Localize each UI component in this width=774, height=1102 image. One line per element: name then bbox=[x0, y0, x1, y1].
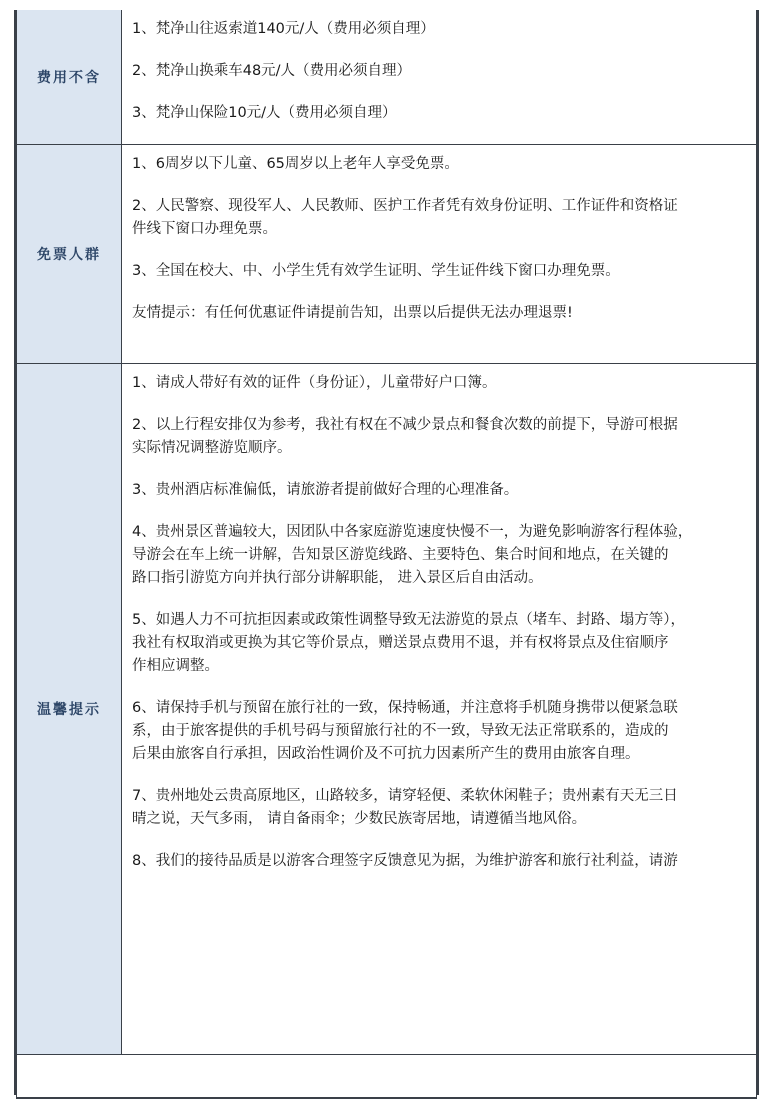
note-line: 5、如遇人力不可抗拒因素或政策性调整导致无法游览的景点（堵车、封路、塌方等）， bbox=[132, 612, 685, 628]
section-label-fees-excluded: 费用不含 bbox=[37, 70, 101, 86]
note-item bbox=[132, 414, 756, 460]
note-line: 后果由旅客自行承担，因政治性调价及不可抗力因素所产生的费用由旅客自理。 bbox=[132, 746, 640, 762]
note-line: 路口指引游览方向并执行部分讲解职能， 进入景区后自由活动。 bbox=[132, 570, 543, 586]
section-label-free-tickets: 免票人群 bbox=[37, 247, 101, 263]
note-line: 3、全国在校大、中、小学生凭有效学生证明、学生证件线下窗口办理免票。 bbox=[132, 263, 620, 279]
note-line: 1、6周岁以下儿童、65周岁以上老年人享受免票。 bbox=[132, 156, 459, 172]
section-label-cell bbox=[17, 145, 122, 364]
section-row-tips bbox=[17, 364, 757, 1055]
note-line: 实际情况调整游览顺序。 bbox=[132, 440, 292, 456]
note-line: 2、梵净山换乘车48元/人（费用必须自理） bbox=[132, 63, 412, 79]
section-content-cell bbox=[122, 10, 757, 145]
section-label-tips: 温馨提示 bbox=[37, 702, 101, 718]
note-line: 6、请保持手机与预留在旅行社的一致，保持畅通，并注意将手机随身携带以便紧急联 bbox=[132, 700, 678, 716]
section-row-fees-excluded bbox=[17, 10, 757, 145]
note-item bbox=[132, 609, 756, 678]
note-line: 2、以上行程安排仅为参考，我社有权在不减少景点和餐食次数的前提下，导游可根据 bbox=[132, 417, 678, 433]
note-item bbox=[132, 18, 756, 41]
section-content-fees-excluded bbox=[122, 10, 756, 131]
note-line: 我社有权取消或更换为其它等价景点，赠送景点费用不退，并有权将景点及住宿顺序 bbox=[132, 635, 669, 651]
section-content-tips bbox=[122, 364, 756, 879]
section-content-cell bbox=[122, 145, 757, 364]
note-item bbox=[132, 153, 756, 176]
note-line: 4、贵州景区普遍较大，因团队中各家庭游览速度快慢不一，为避免影响游客行程体验， bbox=[132, 524, 693, 540]
itinerary-notes-page bbox=[14, 10, 759, 1095]
note-line: 导游会在车上统一讲解，告知景区游览线路、主要特色、集合时间和地点，在关键的 bbox=[132, 547, 669, 563]
section-content-free-tickets bbox=[122, 145, 756, 331]
section-label-cell bbox=[17, 364, 122, 1055]
note-item bbox=[132, 260, 756, 283]
note-line: 1、请成人带好有效的证件（身份证），儿童带好户口簿。 bbox=[132, 375, 497, 391]
note-item bbox=[132, 372, 756, 395]
note-item bbox=[132, 850, 756, 873]
note-item bbox=[132, 302, 756, 325]
note-line: 3、梵净山保险10元/人（费用必须自理） bbox=[132, 105, 397, 121]
note-item bbox=[132, 102, 756, 125]
note-line: 1、梵净山往返索道140元/人（费用必须自理） bbox=[132, 21, 435, 37]
note-item bbox=[132, 195, 756, 241]
note-line: 3、贵州酒店标准偏低，请旅游者提前做好合理的心理准备。 bbox=[132, 482, 519, 498]
note-line: 件线下窗口办理免票。 bbox=[132, 221, 277, 237]
blank-footer-cell bbox=[17, 1055, 757, 1099]
note-line: 2、人民警察、现役军人、人民教师、医护工作者凭有效身份证明、工作证件和资格证 bbox=[132, 198, 678, 214]
note-line: 作相应调整。 bbox=[132, 658, 219, 674]
note-line: 7、贵州地处云贵高原地区，山路较多，请穿轻便、柔软休闲鞋子；贵州素有天无三日 bbox=[132, 788, 678, 804]
note-line: 晴之说，天气多雨， 请自备雨伞；少数民族寄居地，请遵循当地风俗。 bbox=[132, 811, 587, 827]
note-line: 8、我们的接待品质是以游客合理签字反馈意见为据，为维护游客和旅行社利益，请游 bbox=[132, 853, 678, 869]
note-item bbox=[132, 697, 756, 766]
note-item bbox=[132, 521, 756, 590]
section-content-cell bbox=[122, 364, 757, 1055]
notes-table bbox=[16, 10, 757, 1099]
note-line: 友情提示：有任何优惠证件请提前告知，出票以后提供无法办理退票! bbox=[132, 305, 573, 321]
note-item bbox=[132, 60, 756, 83]
note-item bbox=[132, 785, 756, 831]
blank-footer-row bbox=[17, 1055, 757, 1099]
section-row-free-tickets bbox=[17, 145, 757, 364]
note-item bbox=[132, 479, 756, 502]
note-line: 系，由于旅客提供的手机号码与预留旅行社的不一致，导致无法正常联系的，造成的 bbox=[132, 723, 669, 739]
section-label-cell bbox=[17, 10, 122, 145]
